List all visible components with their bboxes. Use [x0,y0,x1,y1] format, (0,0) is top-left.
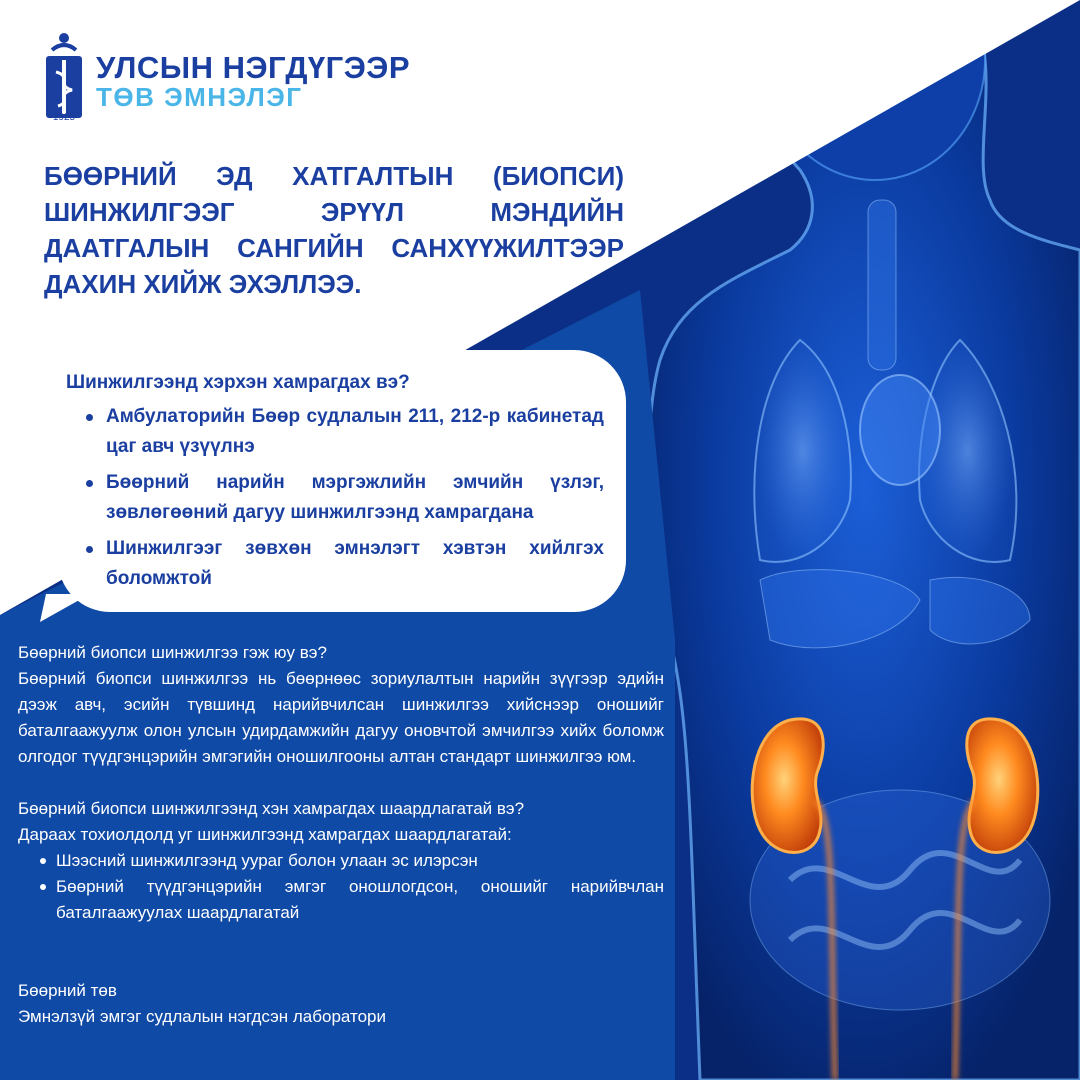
info-text-block [18,640,664,1030]
footer-laboratory: Эмнэлзүй эмгэг судлалын нэгдсэн лаборатори [18,1007,386,1026]
bubble-tail [30,594,90,624]
headline [44,158,624,302]
question-who-needs: Бөөрний биопси шинжилгээнд хэн хамрагдах шаардлагатай вэ? [18,799,525,818]
answer-what-is-biopsy: Бөөрний биопси шинжилгээ нь бөөрнөөс зориулалтын нарийн зүүгээр эдийн дээж авч, эсийн түвшинд нарийвчилсан шинжилгээ хийснээр оношийг баталгаажуулж олон улсын удирдамжийн дагуу оновчтой эмчилгээ хийх боломж олгодог түүдгэнцэрийн эмгэгийн оношилгооны алтан стандарт шинжилгээ юм. [18,669,664,766]
spacer [18,770,664,796]
criteria-item: Амбулаторийн Бөөр судлалын 211, 212-р кабинетад цаг авч үзүүлнэ [84,402,604,462]
question-what-is-biopsy: Бөөрний биопси шинжилгээ гэж юу вэ? [18,643,327,662]
spacer [18,952,664,978]
logo-year: 1925 [52,112,76,123]
headline-bold: БӨӨРНИЙ ЭД ХАТГАЛТЫН (БИОПСИ) [44,161,624,191]
indication-item: Бөөрний түүдгэнцэрийн эмгэг оношлогдсон, оношийг нарийвчлан баталгаажуулах шаардлагатай [18,874,664,926]
answer-who-needs: Дараах тохиолдолд уг шинжилгээнд хамрагдах шаардлагатай: [18,825,512,844]
criteria-item: Бөөрний нарийн мэргэжлийн эмчийн үзлэг, зөвлөгөөний дагуу шинжилгээнд хамрагдана [84,468,604,528]
criteria-item: Шинжилгээг зөвхөн эмнэлэгт хэвтэн хийлгэх боломжтой [84,534,604,594]
logo-title-line2: ТӨВ ЭМНЭЛЭГ [96,82,303,112]
indication-list [18,848,664,926]
criteria-list [84,402,604,600]
spacer [18,926,664,952]
headline-rest: ШИНЖИЛГЭЭГ ЭРҮҮЛ МЭНДИЙН ДААТГАЛЫН САНГИЙН САНХҮҮЖИЛТЭЭР ДАХИН ХИЙЖ ЭХЭЛЛЭЭ. [44,197,624,299]
footer-department: Бөөрний төв [18,981,117,1000]
indication-item: Шээсний шинжилгээнд уураг болон улаан эс илэрсэн [18,848,664,874]
logo-title-line1: УЛСЫН НЭГДҮГЭЭР [96,50,411,85]
criteria-question: Шинжилгээнд хэрхэн хамрагдах вэ? [66,372,410,393]
